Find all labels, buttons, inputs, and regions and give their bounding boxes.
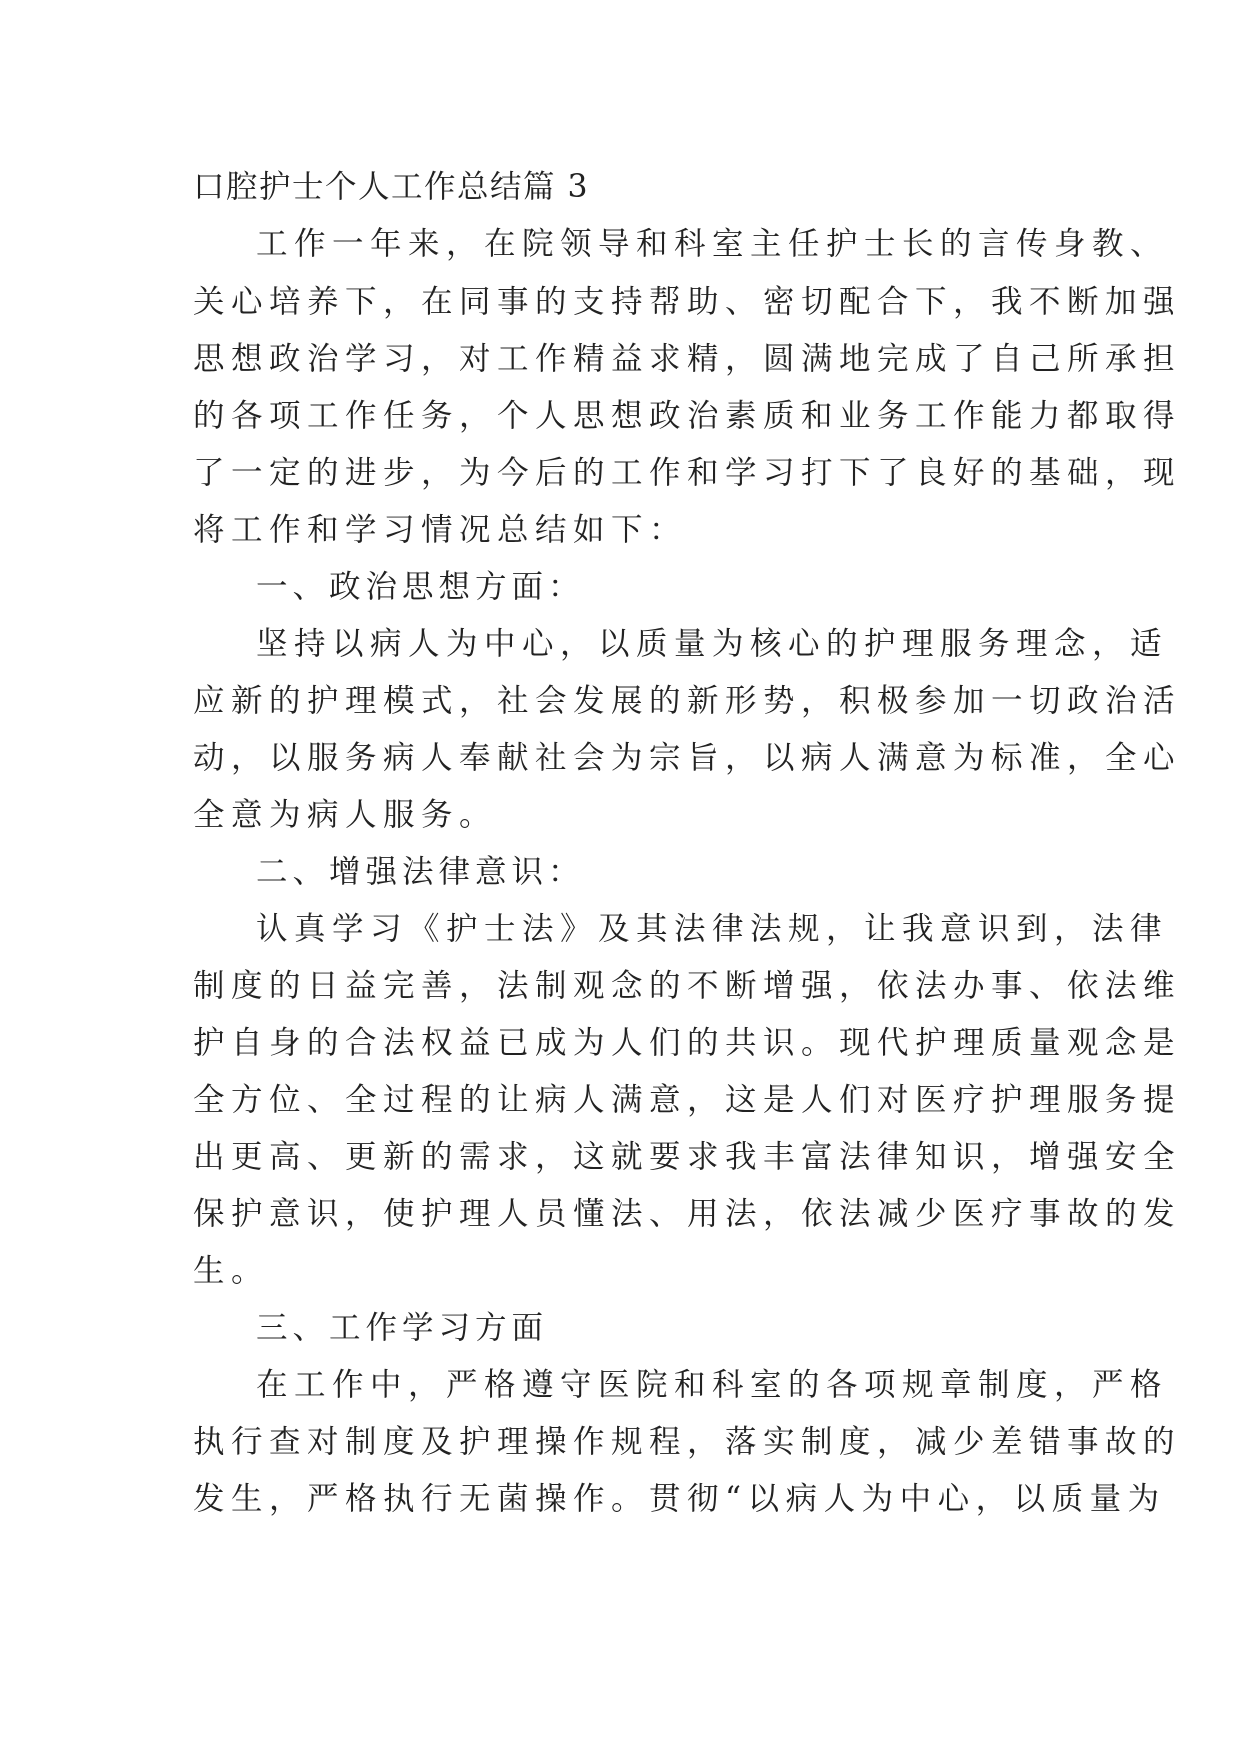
paragraph-line: 的各项工作任务，个人思想政治素质和业务工作能力都取得: [193, 398, 1182, 434]
paragraph-line: 在工作中，严格遵守医院和科室的各项规章制度，严格: [256, 1367, 1169, 1403]
paragraph-line: 思想政治学习，对工作精益求精，圆满地完成了自己所承担: [193, 341, 1182, 377]
paragraph-line: 护自身的合法权益已成为人们的共识。现代护理质量观念是: [193, 1025, 1182, 1061]
section-heading: 二、增强法律意识：: [256, 854, 585, 890]
paragraph-line: 关心培养下，在同事的支持帮助、密切配合下，我不断加强: [193, 284, 1182, 320]
document-title: 口腔护士个人工作总结篇 3: [193, 169, 590, 205]
paragraph-line: 认真学习《护士法》及其法律法规，让我意识到，法律: [256, 911, 1169, 947]
paragraph-line: 应新的护理模式，社会发展的新形势，积极参加一切政治活: [193, 683, 1182, 719]
paragraph-line: 生。: [193, 1253, 270, 1289]
section-heading: 一、政治思想方面：: [256, 569, 585, 605]
paragraph-line: 出更高、更新的需求，这就要求我丰富法律知识，增强安全: [193, 1139, 1182, 1175]
paragraph-line: 工作一年来，在院领导和科室主任护士长的言传身教、: [256, 226, 1169, 262]
paragraph-line: 动，以服务病人奉献社会为宗旨，以病人满意为标准，全心: [193, 740, 1182, 776]
paragraph-line: 全方位、全过程的让病人满意，这是人们对医疗护理服务提: [193, 1082, 1182, 1118]
paragraph-line: 保护意识，使护理人员懂法、用法，依法减少医疗事故的发: [193, 1196, 1182, 1232]
paragraph-line: 将工作和学习情况总结如下：: [193, 512, 688, 548]
paragraph-line: 坚持以病人为中心，以质量为核心的护理服务理念，适: [256, 626, 1169, 662]
paragraph-line: 制度的日益完善，法制观念的不断增强，依法办事、依法维: [193, 968, 1182, 1004]
paragraph-line: 了一定的进步，为今后的工作和学习打下了良好的基础，现: [193, 455, 1182, 491]
paragraph-line: 全意为病人服务。: [193, 797, 498, 833]
section-heading: 三、工作学习方面: [256, 1310, 549, 1346]
paragraph-line: 执行查对制度及护理操作规程，落实制度，减少差错事故的: [193, 1424, 1182, 1460]
paragraph-line: 发生，严格执行无菌操作。贯彻“以病人为中心，以质量为: [193, 1481, 1166, 1517]
